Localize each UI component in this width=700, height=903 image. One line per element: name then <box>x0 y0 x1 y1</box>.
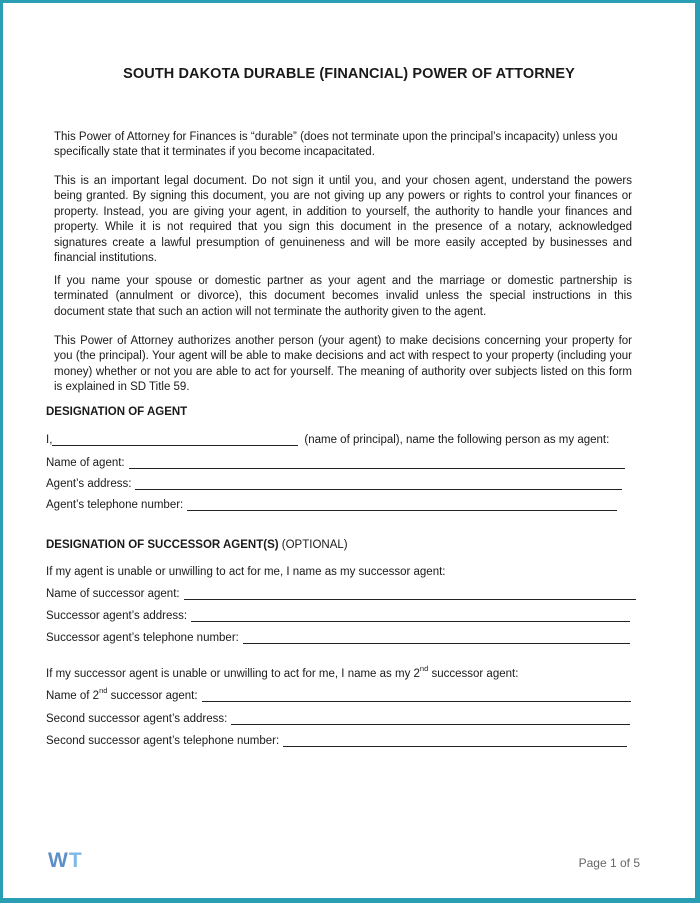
ordinal-suffix-2: nd <box>99 686 108 696</box>
second-successor-address-field[interactable] <box>231 712 630 725</box>
ordinal-suffix: nd <box>419 664 429 674</box>
intro-paragraph-legal: This is an important legal document. Do not sign it until you, and your chosen agent, understand the powers being granted. By signing this document, you are not giving up any powers or rights to control your finances or property. Instead, you are giving your agent, in addition to yourself, the authority to handle your finances and property. While it is not required that you sign this document in the presence of a notary, acknowledged signatures create a lawful presumption of genuineness and will be more easily accepted by businesses and financial institutions. <box>54 175 632 265</box>
intro-paragraph-spouse: If you name your spouse or domestic partner as your agent and the marriage or domestic partnership is terminated (annulment or divorce), this document becomes invalid unless the special instructions in this document state that such an action will not terminate the authority given to the agent. <box>54 275 632 318</box>
principal-suffix: (name of principal), name the following person as my agent: <box>304 434 610 446</box>
second-successor-name-label <box>46 686 198 702</box>
successor-address-label: Successor agent’s address: <box>46 610 188 622</box>
successor-phone-field[interactable] <box>243 631 630 644</box>
successor-name-label: Name of successor agent: <box>46 588 180 600</box>
second-successor-intro <box>46 664 519 680</box>
second-successor-phone-row <box>46 734 627 747</box>
agent-address-label: Agent’s address: <box>46 478 132 490</box>
agent-phone-label: Agent’s telephone number: <box>46 499 184 511</box>
second-intro-text: If my successor agent is unable or unwilling to act for me, I name as my 2 <box>46 668 420 680</box>
agent-name-field[interactable] <box>129 456 625 469</box>
intro-paragraph-authority: This Power of Attorney authorizes another person (your agent) to make decisions concerning your property for you (the principal). Your agent will be able to make decisions and act with respect to your property (including your money) whether or not you are able to act for yourself. The meaning of authority over subjects listed on this form is explained in SD Title 59. <box>54 335 632 394</box>
successor-phone-label: Successor agent’s telephone number: <box>46 632 239 644</box>
principal-name-row <box>46 433 609 446</box>
second-name-label-text: Name of 2 <box>46 690 100 702</box>
successor-phone-row <box>46 631 630 644</box>
principal-name-field[interactable] <box>52 433 298 446</box>
intro-paragraph-durable: This Power of Attorney for Finances is “durable” (does not terminate upon the principal’s incapacity) unless you specifically state that it terminates if you become incapacitated. <box>54 131 618 159</box>
agent-name-row <box>46 456 625 469</box>
agent-address-row <box>46 477 622 490</box>
second-successor-address-label: Second successor agent’s address: <box>46 713 228 725</box>
logo-letter-w: W <box>48 849 69 872</box>
successor-name-row <box>46 587 636 600</box>
agent-phone-row <box>46 498 617 511</box>
successor-intro: If my agent is unable or unwilling to act for me, I name as my successor agent: <box>46 566 446 578</box>
second-successor-phone-label: Second successor agent’s telephone number: <box>46 735 280 747</box>
wt-logo <box>48 849 83 873</box>
document-page <box>3 3 695 898</box>
designation-of-agent-heading: DESIGNATION OF AGENT <box>46 406 188 418</box>
second-successor-name-field[interactable] <box>202 689 631 702</box>
second-intro-text-end: successor agent: <box>428 668 519 680</box>
document-title: SOUTH DAKOTA DURABLE (FINANCIAL) POWER OF ATTORNEY <box>123 66 575 82</box>
successor-heading-text: DESIGNATION OF SUCCESSOR AGENT(S) <box>46 539 279 551</box>
successor-heading-note: (OPTIONAL) <box>281 539 348 551</box>
second-name-label-end: successor agent: <box>107 690 198 702</box>
page-number: Page 1 of 5 <box>578 856 640 870</box>
agent-address-field[interactable] <box>135 477 622 490</box>
agent-name-label: Name of agent: <box>46 457 125 469</box>
principal-prefix: I, <box>46 434 53 446</box>
agent-phone-field[interactable] <box>187 498 617 511</box>
second-successor-address-row <box>46 712 630 725</box>
successor-name-field[interactable] <box>184 587 636 600</box>
successor-address-field[interactable] <box>191 609 630 622</box>
second-successor-name-row <box>46 686 631 702</box>
logo-letter-t: T <box>68 849 83 872</box>
successor-address-row <box>46 609 630 622</box>
successor-agents-heading <box>46 539 348 551</box>
second-successor-phone-field[interactable] <box>283 734 627 747</box>
